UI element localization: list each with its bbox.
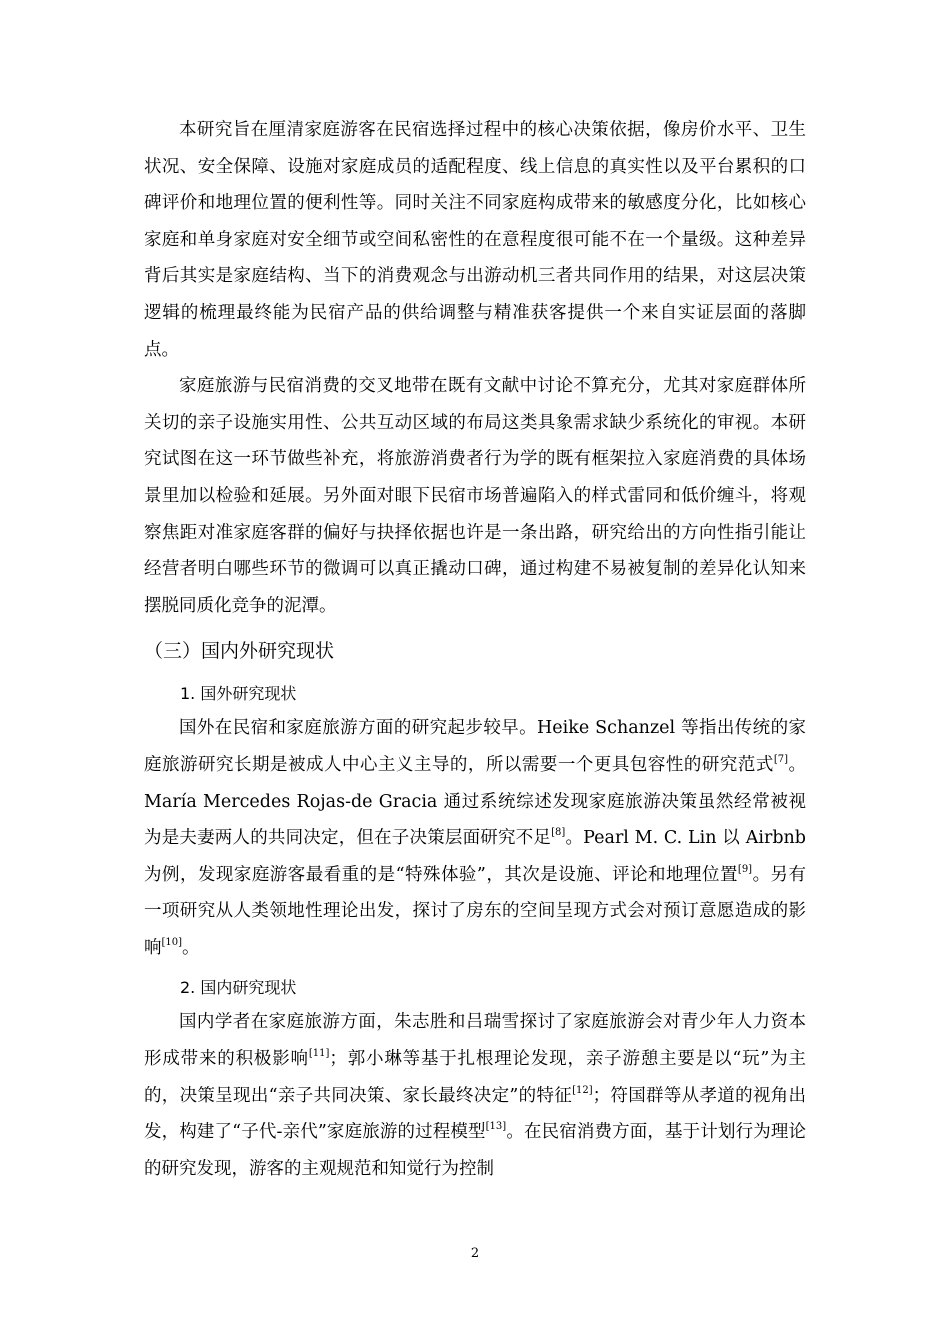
body-paragraph-research-aim: 本研究旨在厘清家庭游客在民宿选择过程中的核心决策依据，像房价水平、卫生状况、安全保障、设施对家庭成员的适配程度、线上信息的真实性以及平台累积的口碑评价和地理位置的便利性等。同时关注不同家庭构成带来的敏感度分化，比如核心家庭和单身家庭对安全细节或空间私密性的在意程度很可能不在一个量级。这种差异背后其实是家庭结构、当下的消费观念与出游动机三者共同作用的结果，对这层决策逻辑的梳理最终能为民宿产品的供给调整与精准获客提供一个来自实证层面的落脚点。 [144,120,806,360]
subsection-heading-foreign: 1. 国外研究现状 [180,684,297,704]
text-run: 。 [182,937,200,958]
text-run: ；郭小琳等基于扎根理论发现，亲子游憩主要是以“玩”为主的，决策呈现出“亲子共同决策、家长最终决定”的特征 [144,1049,806,1106]
text-run: 。另有一项研究从人类领地性理论出发，探讨了房东的空间呈现方式会对预订意愿造成的影响 [144,864,807,958]
citation-10: [10] [161,936,183,948]
citation-12: [12] [572,1084,593,1096]
text-run: ；符国群等从孝道的视角出发，构建了“子代-亲代”家庭旅游的过程模型 [144,1085,806,1143]
body-paragraph-foreign-research [144,710,806,966]
citation-13: [13] [485,1121,507,1133]
citation-7: [7] [773,753,789,765]
citation-8: [8] [551,827,566,839]
body-paragraph-research-significance: 家庭旅游与民宿消费的交叉地带在既有文献中讨论不算充分，尤其对家庭群体所关切的亲子设施实用性、公共互动区域的布局这类具象需求缺少系统化的审视。本研究试图在这一环节做些补充，将旅游消费者行为学的既有框架拉入家庭消费的具体场景里加以检验和延展。另外面对眼下民宿市场普遍陷入的样式雷同和低价缠斗，将观察焦距对准家庭客群的偏好与抉择依据也许是一条出路，研究给出的方向性指引能让经营者明白哪些环节的微调可以真正撬动口碑，通过构建不易被复制的差异化认知来摆脱同质化竞争的泥潭。 [144,376,806,616]
citation-11: [11] [308,1048,330,1060]
citation-9: [9] [737,863,753,875]
subsection-heading-domestic: 2. 国内研究现状 [180,978,297,998]
text-run: 国内学者在家庭旅游方面，朱志胜和吕瑞雪探讨了家庭旅游会对青少年人力资本形成带来的积极影响 [144,1012,806,1070]
text-run: 国外在民宿和家庭旅游方面的研究起步较早。Heike Schanzel 等指出传统的家庭旅游研究长期是被成人中心主义主导的，所以需要一个更具包容性的研究范式 [144,718,806,775]
text-run: 。Pearl M. C. Lin 以 Airbnb 为例，发现家庭游客最看重的是“特殊体验”，其次是设施、评论和地理位置 [144,828,806,885]
section-heading-research-status: （三）国内外研究现状 [144,640,335,663]
page-number: 2 [470,1246,480,1261]
document-page [144,112,806,1187]
text-run: 。在民宿消费方面，基于计划行为理论的研究发现，游客的主观规范和知觉行为控制 [144,1122,806,1179]
text-run: 。María Mercedes Rojas-de Gracia 通过系统综述发现家庭旅游决策虽然经常被视为是夫妻两人的共同决定，但在子决策层面研究不足 [144,754,807,849]
body-paragraph-domestic-research [144,1004,806,1187]
